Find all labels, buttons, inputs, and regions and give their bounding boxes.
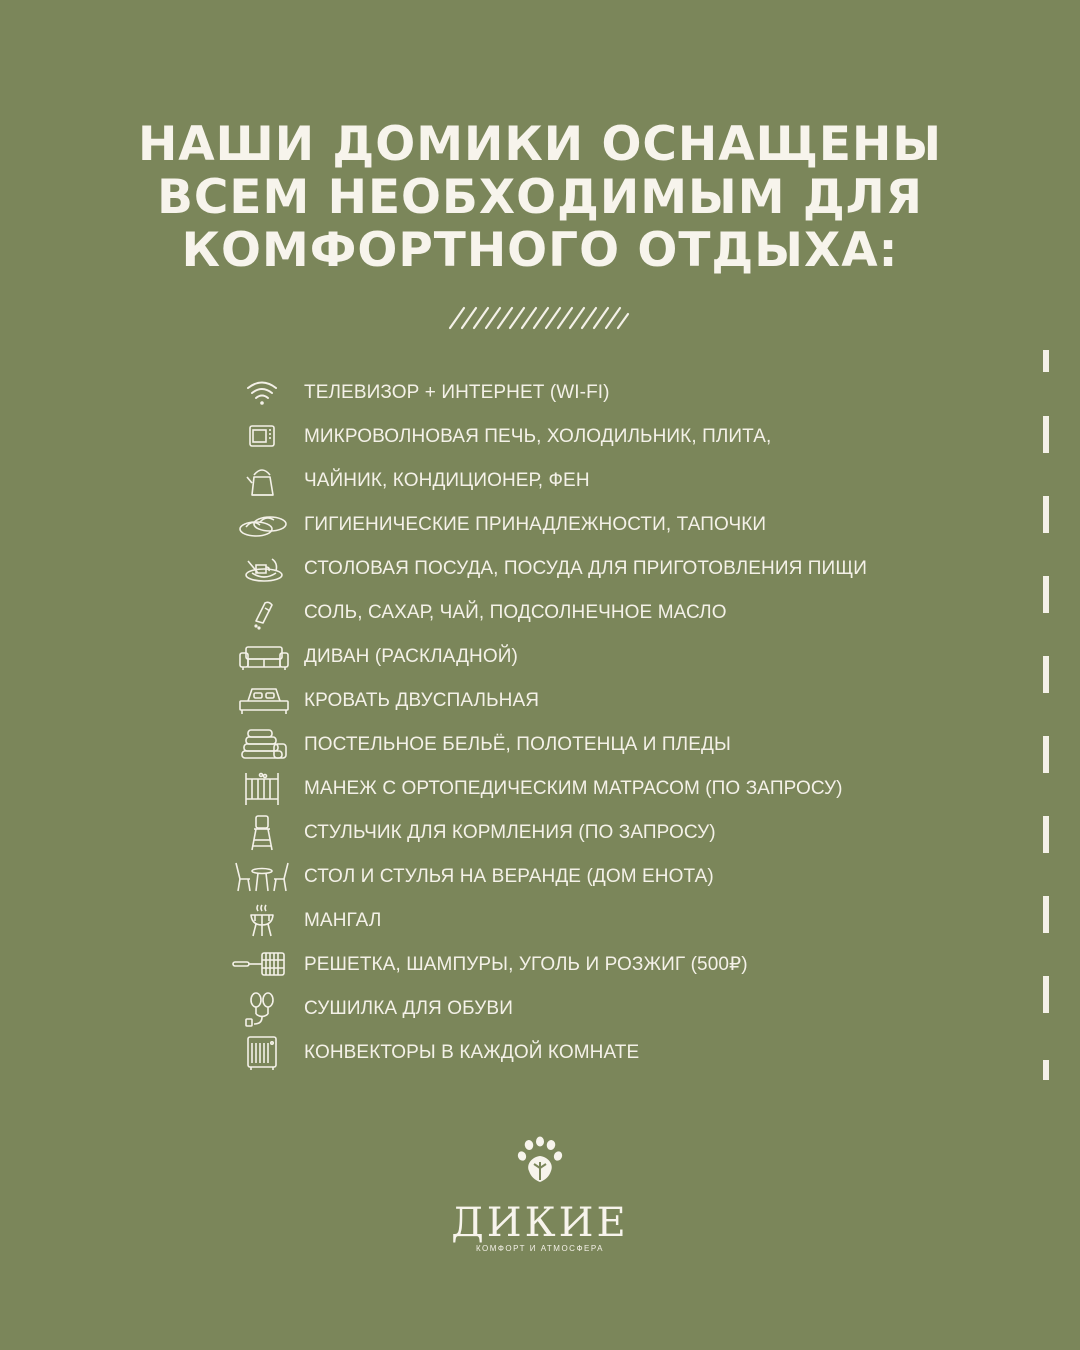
amenity-label: КОНВЕКТОРЫ В КАЖДОЙ КОМНАТЕ [304, 1042, 640, 1063]
amenity-label: СТОЛОВАЯ ПОСУДА, ПОСУДА ДЛЯ ПРИГОТОВЛЕНИЯ ПИЩИ [304, 558, 867, 579]
amenities-list [0, 371, 1000, 1075]
amenity-label: МАНГАЛ [304, 910, 382, 931]
sofa-icon [232, 639, 292, 675]
dashed-border [1042, 350, 1052, 1090]
title-line-1: НАШИ ДОМИКИ ОСНАЩЕНЫ [137, 117, 943, 172]
bed-icon [232, 683, 292, 719]
dishes-icon [232, 551, 292, 587]
page-title [0, 118, 1080, 277]
amenity-label: КРОВАТЬ ДВУСПАЛЬНАЯ [304, 690, 540, 711]
amenity-label: СТУЛЬЧИК ДЛЯ КОРМЛЕНИЯ (ПО ЗАПРОСУ) [304, 822, 716, 843]
brand-name: ДИКИЕ [451, 1200, 629, 1246]
amenity-item [0, 855, 1000, 899]
amenity-item [0, 899, 1000, 943]
amenity-label: ЧАЙНИК, КОНДИЦИОНЕР, ФЕН [304, 470, 590, 491]
amenity-label: РЕШЕТКА, ШАМПУРЫ, УГОЛЬ И РОЗЖИГ (500₽) [304, 954, 748, 975]
amenity-label: МАНЕЖ С ОРТОПЕДИЧЕСКИМ МАТРАСОМ (ПО ЗАПРОСУ) [304, 778, 843, 799]
table-chairs-icon [232, 859, 292, 895]
paw-icon [515, 1136, 565, 1186]
amenity-item [0, 547, 1000, 591]
amenity-item [0, 1031, 1000, 1075]
shoe-dryer-icon [232, 991, 292, 1027]
amenity-item [0, 635, 1000, 679]
amenity-item [0, 371, 1000, 415]
amenity-item [0, 943, 1000, 987]
amenity-item [0, 767, 1000, 811]
amenity-item [0, 591, 1000, 635]
amenity-label: ДИВАН (РАСКЛАДНОЙ) [304, 646, 518, 667]
grill-icon [232, 903, 292, 939]
brand-logo [440, 1136, 640, 1266]
wifi-icon [232, 375, 292, 411]
amenity-item [0, 503, 1000, 547]
kettle-icon [232, 463, 292, 499]
amenity-label: СТОЛ И СТУЛЬЯ НА ВЕРАНДЕ (ДОМ ЕНОТА) [304, 866, 714, 887]
amenity-label: ПОСТЕЛЬНОЕ БЕЛЬЁ, ПОЛОТЕНЦА И ПЛЕДЫ [304, 734, 731, 755]
amenity-item [0, 723, 1000, 767]
microwave-icon [232, 419, 292, 455]
decorative-slashes [448, 306, 630, 330]
amenity-item [0, 987, 1000, 1031]
heater-icon [232, 1035, 292, 1071]
amenity-item [0, 679, 1000, 723]
towels-icon [232, 727, 292, 763]
amenity-label: СОЛЬ, САХАР, ЧАЙ, ПОДСОЛНЕЧНОЕ МАСЛО [304, 602, 727, 623]
brand-tagline: КОМФОРТ И АТМОСФЕРА [475, 1244, 605, 1253]
title-line-2: ВСЕМ НЕОБХОДИМЫМ ДЛЯ [157, 170, 923, 225]
high-chair-icon [232, 815, 292, 851]
amenity-item [0, 415, 1000, 459]
amenity-label: СУШИЛКА ДЛЯ ОБУВИ [304, 998, 513, 1019]
salt-shaker-icon [232, 595, 292, 631]
title-line-3: КОМФОРТНОГО ОТДЫХА: [181, 223, 899, 278]
amenity-label: ГИГИЕНИЧЕСКИЕ ПРИНАДЛЕЖНОСТИ, ТАПОЧКИ [304, 514, 767, 535]
crib-icon [232, 771, 292, 807]
amenity-item [0, 459, 1000, 503]
grill-grate-icon [232, 947, 292, 983]
slippers-icon [232, 507, 292, 543]
amenity-item [0, 811, 1000, 855]
amenity-label: МИКРОВОЛНОВАЯ ПЕЧЬ, ХОЛОДИЛЬНИК, ПЛИТА, [304, 426, 772, 447]
amenity-label: ТЕЛЕВИЗОР + ИНТЕРНЕТ (WI-FI) [304, 382, 610, 403]
